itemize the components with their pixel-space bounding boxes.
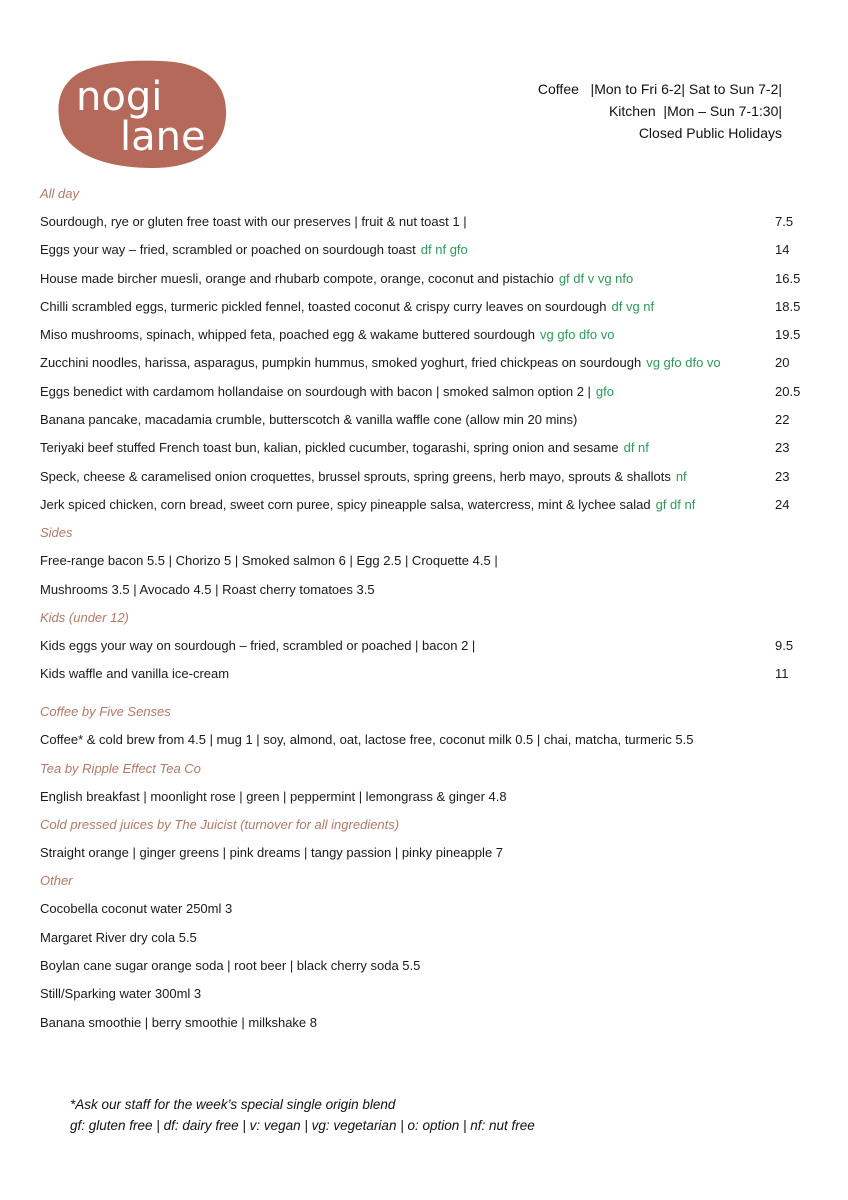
logo-line2: lane	[120, 114, 206, 160]
dietary-tags: df nf	[623, 440, 649, 456]
menu-item-price: 23	[775, 440, 790, 456]
menu-item	[40, 952, 808, 980]
section-title: Other	[40, 873, 73, 889]
menu-item	[40, 924, 808, 952]
footer-notes	[70, 1094, 535, 1136]
menu-item-description: Teriyaki beef stuffed French toast bun, kalian, pickled cucumber, togarashi, spring onion and sesame	[40, 440, 619, 456]
menu-item	[40, 783, 808, 811]
menu-item-description: Kids eggs your way on sourdough – fried, scrambled or poached | bacon 2 |	[40, 637, 476, 653]
menu-item-price: 9.5	[775, 637, 794, 653]
footer-legend: gf: gluten free | df: dairy free | v: vegan | vg: vegetarian | o: option | nf: nut free	[70, 1118, 535, 1133]
logo	[56, 58, 228, 170]
menu-item-description: Coffee* & cold brew from 4.5 | mug 1 | soy, almond, oat, lactose free, coconut milk 0.5 | chai, matcha, turmeric 5.5	[40, 732, 694, 748]
section-title: Sides	[40, 525, 73, 541]
dietary-tags: df nf gfo	[420, 242, 468, 258]
section-title: Coffee by Five Senses	[40, 704, 171, 720]
menu-item-price: 11	[775, 666, 789, 682]
menu-item-price: 23	[775, 468, 790, 484]
menu-item	[40, 726, 808, 754]
menu-item-price: 7.5	[775, 214, 794, 229]
menu-item-description: Sourdough, rye or gluten free toast with our preserves | fruit & nut toast 1 |	[40, 214, 467, 229]
menu-item-price: 22	[775, 412, 790, 428]
dietary-tags: gf df v vg nfo	[558, 270, 634, 286]
menu-item-description: Kids waffle and vanilla ice-cream	[40, 666, 230, 682]
menu-item-description: Boylan cane sugar orange soda | root beer | black cherry soda 5.5	[40, 957, 421, 973]
menu-item	[40, 576, 808, 604]
menu-item-description: Eggs benedict with cardamom hollandaise on sourdough with bacon | smoked salmon option 2 |	[40, 383, 591, 399]
menu-item	[40, 632, 808, 660]
menu-item	[40, 406, 808, 434]
menu-item-description: Free-range bacon 5.5 | Chorizo 5 | Smoked salmon 6 | Egg 2.5 | Croquette 4.5 |	[40, 553, 498, 569]
menu-item	[40, 236, 808, 264]
menu-item-description: Margaret River dry cola 5.5	[40, 929, 197, 945]
menu-item-description: Eggs your way – fried, scrambled or poached on sourdough toast	[40, 242, 416, 258]
menu-item	[40, 208, 808, 236]
hours-coffee: Coffee |Mon to Fri 6-2| Sat to Sun 7-2|	[537, 81, 782, 97]
menu-item	[40, 491, 808, 519]
logo-line1: nogi	[76, 74, 163, 120]
menu-item	[40, 434, 808, 462]
opening-hours	[538, 78, 782, 144]
menu-item	[40, 660, 808, 688]
menu-item-description: Miso mushrooms, spinach, whipped feta, poached egg & wakame buttered sourdough	[40, 327, 536, 343]
section-title: Cold pressed juices by The Juicist (turnover for all ingredients)	[40, 817, 400, 833]
menu-item-description: Cocobella coconut water 250ml 3	[40, 901, 233, 917]
menu-item-price: 20	[775, 355, 790, 371]
menu-item	[40, 547, 808, 575]
menu-item-description: House made bircher muesli, orange and rhubarb compote, orange, coconut and pistachio	[40, 270, 554, 286]
menu-item	[40, 265, 808, 293]
menu-item	[40, 293, 808, 321]
dietary-tags: vg gfo dfo vo	[646, 355, 721, 371]
menu-item-description: Straight orange | ginger greens | pink dreams | tangy passion | pinky pineapple 7	[40, 845, 504, 861]
menu-item-description: Banana pancake, macadamia crumble, butterscotch & vanilla waffle cone (allow min 20 mins)	[40, 412, 578, 428]
hours-kitchen: Kitchen |Mon – Sun 7-1:30|	[608, 103, 782, 119]
menu-item-description: Zucchini noodles, harissa, asparagus, pumpkin hummus, smoked yoghurt, fried chickpeas on sourdough	[40, 355, 642, 371]
dietary-tags: vg gfo dfo vo	[540, 327, 615, 343]
menu-item	[40, 463, 808, 491]
menu-content	[40, 180, 808, 1037]
menu-item-description: Chilli scrambled eggs, turmeric pickled fennel, toasted coconut & crispy curry leaves on sourdough	[40, 298, 607, 314]
menu-item-description: Speck, cheese & caramelised onion croquettes, brussel sprouts, spring greens, herb mayo, sprouts & shallots	[40, 468, 671, 484]
hours-closed: Closed Public Holidays	[638, 125, 782, 141]
menu-item	[40, 349, 808, 377]
dietary-tags: df vg nf	[611, 298, 655, 314]
menu-item-price: 18.5	[775, 298, 801, 314]
section-title: All day	[40, 186, 80, 201]
menu-item-description: Still/Sparking water 300ml 3	[40, 986, 202, 1002]
menu-item-price: 16.5	[775, 270, 801, 286]
menu-item	[40, 980, 808, 1008]
menu-item-price: 14	[775, 242, 790, 258]
menu-item-description: English breakfast | moonlight rose | green | peppermint | lemongrass & ginger 4.8	[40, 788, 507, 804]
footer-special-note: *Ask our staff for the week’s special single origin blend	[70, 1097, 396, 1112]
menu-item-price: 19.5	[775, 327, 801, 343]
menu-item	[40, 895, 808, 923]
menu-item	[40, 839, 808, 867]
dietary-tags: nf	[675, 468, 687, 484]
menu-item-description: Banana smoothie | berry smoothie | milkshake 8	[40, 1014, 317, 1030]
menu-item-price: 24	[775, 496, 790, 512]
dietary-tags: gf df nf	[655, 496, 696, 512]
menu-item-price: 20.5	[775, 383, 801, 399]
menu-item	[40, 378, 808, 406]
section-title: Kids (under 12)	[40, 609, 129, 625]
menu-item-description: Mushrooms 3.5 | Avocado 4.5 | Roast cherry tomatoes 3.5	[40, 581, 375, 597]
menu-item	[40, 1009, 808, 1037]
menu-item-description: Jerk spiced chicken, corn bread, sweet corn puree, spicy pineapple salsa, watercress, mint & lychee salad	[40, 496, 651, 512]
dietary-tags: gfo	[595, 383, 614, 399]
section-title: Tea by Ripple Effect Tea Co	[40, 760, 201, 776]
menu-item	[40, 321, 808, 349]
